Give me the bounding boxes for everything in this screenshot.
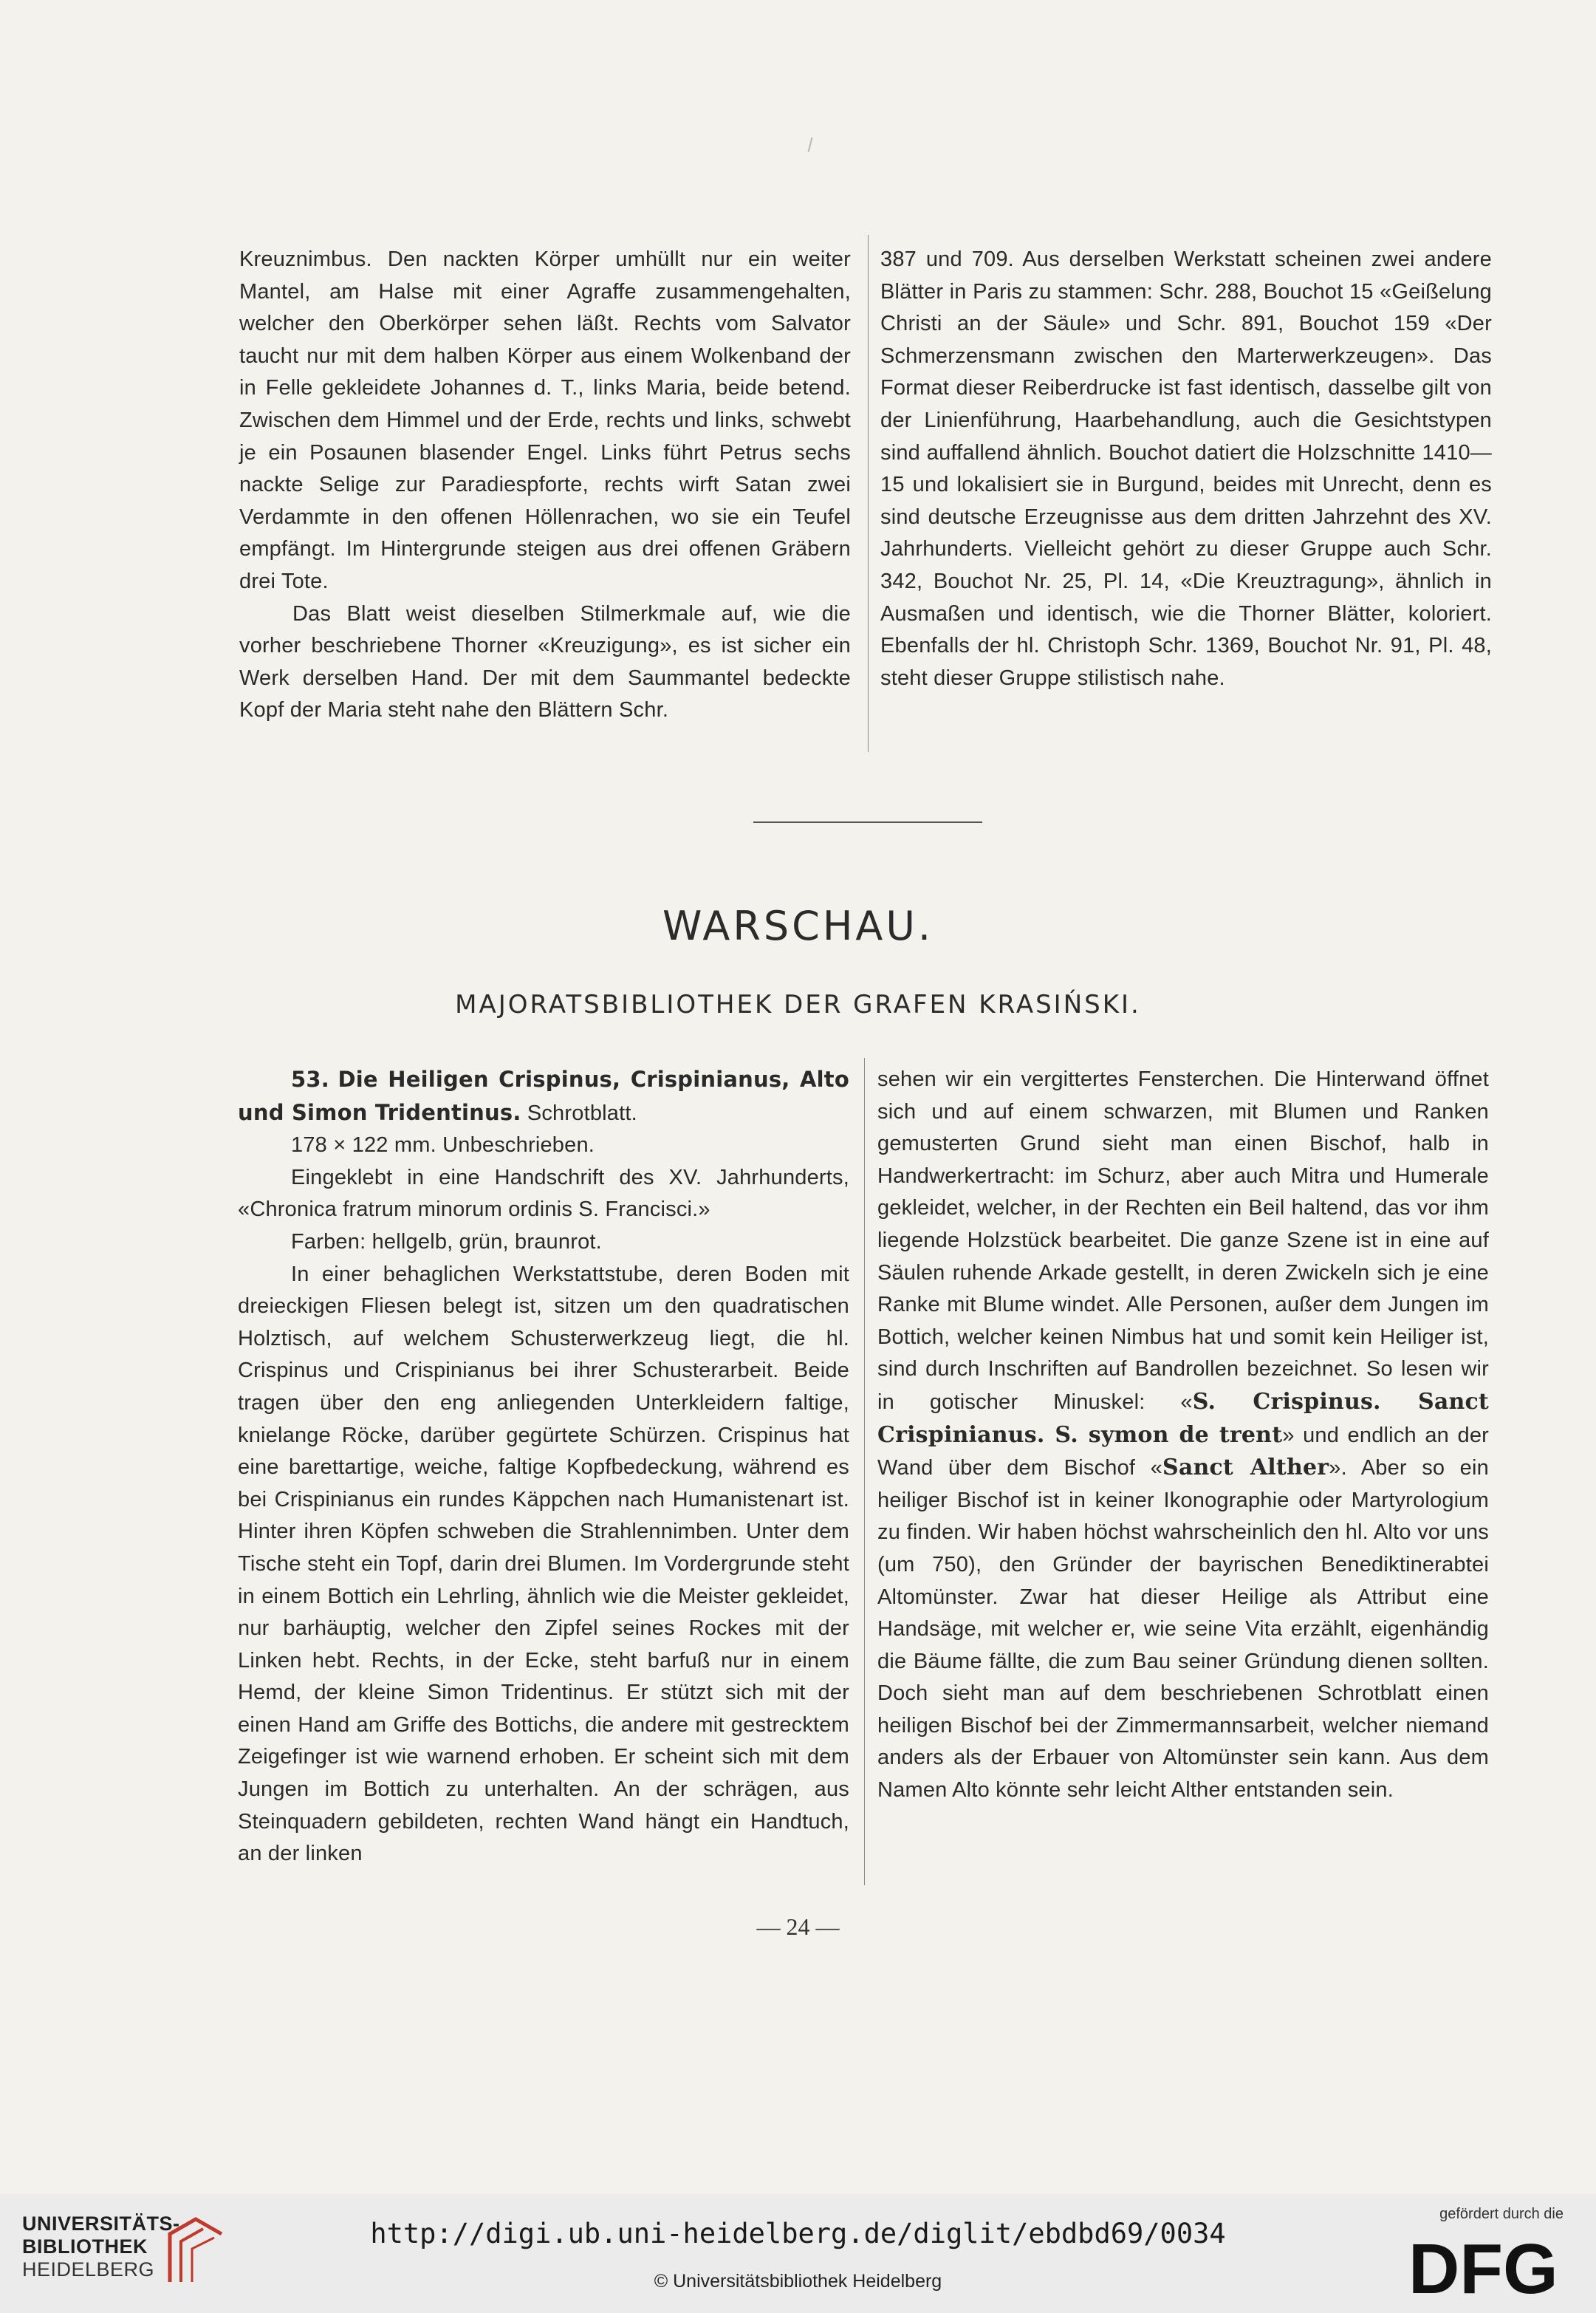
entry-source: Eingeklebt in eine Handschrift des XV. Jahrhunderts, «Chronica fratrum minorum ordinis S. Francisci.» — [238, 1165, 849, 1222]
bottom-left-column — [238, 1064, 849, 1870]
top-left-column — [239, 244, 851, 727]
column-divider — [864, 1058, 865, 1885]
footer-bar — [0, 2194, 1596, 2313]
copyright-notice: © Universitätsbibliothek Heidelberg — [654, 2271, 942, 2292]
gothic-inscription: S. Crispinus. Sanct Crispinianus. S. symon de trent — [877, 1388, 1489, 1448]
entry-size: 178 × 122 mm. Unbeschrieben. — [291, 1133, 595, 1158]
entry-colors: Farben: hellgelb, grün, braunrot. — [291, 1229, 602, 1254]
entry-heading-paragraph — [238, 1064, 849, 1130]
library-name-line: UNIVERSITÄTS- — [22, 2213, 180, 2235]
entry-heading: Die Heiligen Crispinus, Crispinianus, Alto und Simon Tridentinus. — [238, 1067, 849, 1125]
top-right-column — [880, 244, 1492, 694]
paragraph — [877, 1064, 1489, 1807]
section-subtitle: MAJORATSBIBLIOTHEK DER GRAFEN KRASIŃSKI. — [455, 990, 1141, 1019]
entry-description: In einer behaglichen Werkstattstube, deren Boden mit dreieckigen Fliesen belegt ist, sitzen um den quadratischen Holztisch, auf welchem Schusterwerkzeug liegt, die hl. Crispinus und Crispinianus bei ihrer Schusterarbeit. Beide tragen über den eng anliegenden Unterkleidern faltige, knielange Röcke, darüber gegürtete Schürzen. Crispinus hat eine barettartige, weiche, faltige Kopfbedeckung, während es bei Crispinianus ein rundes Käppchen nach Humanistenart ist. Hinter ihren Köpfen schweben die Strahlennimben. Unter dem Tische steht ein Topf, darin drei Blumen. Im Vordergrunde steht in einem Bottich ein Lehrling, ähnlich wie die Meister gekleidet, nur barhäuptig, welcher den Zipfel seines Rockes mit der Linken hebt. Rechts, in der Ecke, steht barfuß nur in einem Hemd, der kleine Simon Tridentinus. Er stützt sich mit der einen Hand am Griffe des Bottichs, die andere mit gestrecktem Zeigefinger ist wie warnend erhoben. Er scheint sich mit dem Jungen im Bottich zu unterhalten. An der schrägen, aus Steinquadern gebildeten, rechten Wand hängt ein Handtuch, an der linken — [238, 1262, 849, 1866]
stray-mark — [808, 137, 813, 152]
funding-caption: gefördert durch die — [1439, 2206, 1564, 2222]
column-divider — [868, 235, 869, 752]
document-url-link[interactable]: http://digi.ub.uni-heidelberg.de/diglit/ebdbd69/0034 — [370, 2218, 1226, 2249]
dfg-logo[interactable] — [1404, 2228, 1566, 2302]
page-number: — 24 — — [756, 1913, 840, 1940]
paragraph: Kreuznimbus. Den nackten Körper umhüllt nur ein weiter Mantel, am Halse mit einer Agraffe zusammengehalten, welcher den Oberkörper sehen läßt. Rechts vom Salvator taucht nur mit dem halben Körper aus einem Wolkenband der in Felle gekleidete Johannes d. T., links Maria, beide betend. Zwischen dem Himmel und der Erde, rechts und links, schwebt je ein Posaunen blasender Engel. Links führt Petrus sechs nackte Selige zur Paradiespforte, rechts wirft Satan zwei Verdammte in den offenen Höllenrachen, wo sie ein Teufel empfängt. Im Hintergrunde steigen aus drei offenen Gräbern drei Tote. — [239, 247, 851, 593]
text-run: sehen wir ein vergittertes Fensterchen. Die Hinterwand öffnet sich und auf einem schwarzen, mit Blumen und Ranken gemusterten Grund sieht man einen Bischof, halb in Handwerkertracht: im Schurz, aber auch Mitra und Humerale gekleidet, welcher, in der Rechten ein Beil haltend, das vor ihm liegende Holzstück bearbeitet. Die ganze Szene ist in eine auf Säulen ruhende Arkade gestellt, in deren Zwickeln sich je eine Ranke mit Blume windet. Alle Personen, außer dem Jungen im Bottich, welcher keinen Nimbus hat und somit kein Heiliger ist, sind durch Inschriften auf Bandrollen bezeichnet. So lesen wir in gotischer Minuskel: « — [877, 1067, 1489, 1414]
dfg-logo-text: DFG — [1408, 2230, 1558, 2302]
entry-number: 53. — [291, 1067, 329, 1092]
bottom-right-column — [877, 1064, 1489, 1807]
text-run: » und endlich an der Wand über dem Bischof « — [877, 1423, 1489, 1480]
gothic-inscription: Sanct Alther — [1162, 1455, 1329, 1481]
paragraph: Das Blatt weist dieselben Stilmerkmale auf, wie die vorher beschriebene Thorner «Kreuzigung», es ist sicher ein Werk derselben Hand. Der mit dem Saummantel bedeckte Kopf der Maria steht nahe den Blättern Schr. — [239, 601, 851, 722]
entry-type: Schrotblatt. — [527, 1101, 637, 1125]
text-run: ». Aber so ein heiliger Bischof ist in keiner Ikonographie oder Martyrologium zu finden. Wir haben höchst wahrscheinlich den hl. Alto vor uns (um 750), den Gründer der bayrischen Benediktinerabtei Altomünster. Zwar hat dieser Heilige als Attribut eine Handsäge, mit welcher er, wie seine Vita erzählt, eigenhändig die Bäume fällte, die zum Bau seiner Gründung dienen sollten. Doch sieht man auf dem beschriebenen Schrotblatt einen heiligen Bischof bei der Zimmermannsarbeit, welcher niemand anders als der Erbauer von Altomünster sein kann. Aus dem Namen Alto könnte sehr leicht Alther entstanden sein. — [877, 1456, 1489, 1803]
library-name-line: HEIDELBERG — [22, 2258, 155, 2280]
library-name-line: BIBLIOTHEK — [22, 2235, 148, 2258]
paragraph: 387 und 709. Aus derselben Werkstatt scheinen zwei andere Blätter in Paris zu stammen: Schr. 288, Bouchot 15 «Geißelung Christi an der Säule» und Schr. 891, Bouchot 159 «Der Schmerzensmann zwischen den Marterwerkzeugen». Das Format dieser Reiberdrucke ist fast identisch, dasselbe gilt von der Linienführung, Haarbehandlung, auch die Gesichtstypen sind auffallend ähnlich. Bouchot datiert die Holzschnitte 1410—15 und lokalisiert sie in Burgund, beides mit Unrecht, denn es sind deutsche Erzeugnisse aus dem dritten Jahrzehnt des XV. Jahrhunderts. Vielleicht gehört zu dieser Gruppe auch Schr. 342, Bouchot Nr. 25, Pl. 14, «Die Kreuztragung», ähnlich in Ausmaßen und identisch, wie die Thorner Blätter, koloriert. Ebenfalls der hl. Christoph Schr. 1369, Bouchot Nr. 91, Pl. 48, steht dieser Gruppe stilistisch nahe. — [880, 247, 1492, 690]
section-divider — [753, 821, 982, 823]
section-title: WARSCHAU. — [662, 903, 934, 949]
